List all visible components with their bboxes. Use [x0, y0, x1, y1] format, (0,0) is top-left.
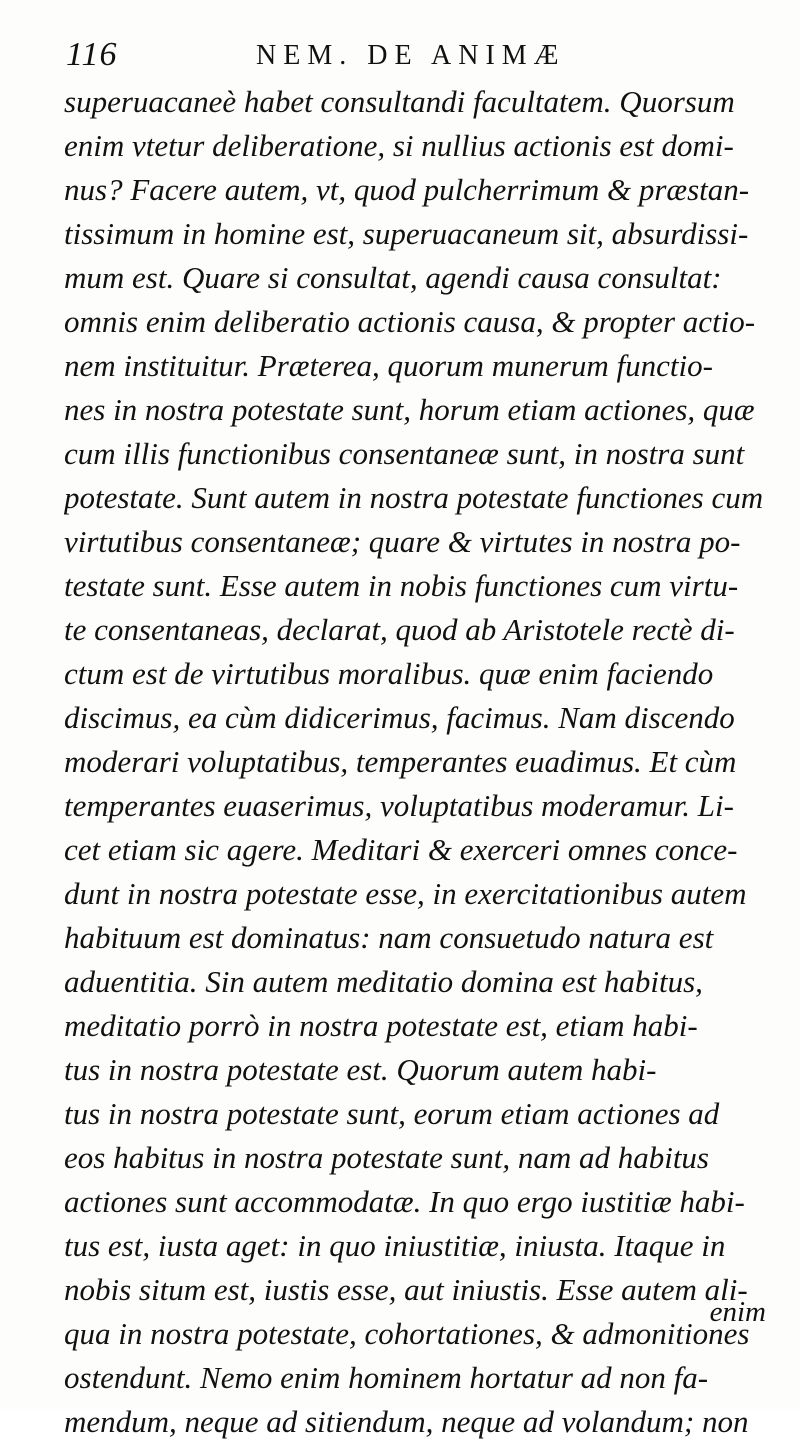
running-head — [66, 36, 766, 76]
text-line: virtutibus consentaneæ; quare & virtutes in nostra po- — [64, 524, 741, 559]
text-line: te consentaneas, declarat, quod ab Aristotele rectè di- — [64, 612, 735, 647]
page-number: 116 — [66, 36, 118, 73]
text-line: omnis enim deliberatio actionis causa, & propter actio- — [64, 304, 756, 339]
text-line: tissimum in homine est, superuacaneum sit, absurdissi- — [64, 216, 749, 251]
text-line: potestate. Sunt autem in nostra potestate functiones cum — [64, 480, 764, 515]
text-line: ostendunt. Nemo enim hominem hortatur ad non fa- — [64, 1360, 709, 1395]
text-line: habituum est dominatus: nam consuetudo natura est — [64, 920, 714, 955]
text-line: mendum, neque ad sitiendum, neque ad volandum; non — [64, 1404, 749, 1439]
text-line: actiones sunt accommodatæ. In quo ergo iustitiæ habi- — [64, 1184, 745, 1219]
text-line: nem instituitur. Præterea, quorum munerum functio- — [64, 348, 713, 383]
text-line: aduentitia. Sin autem meditatio domina est habitus, — [64, 964, 703, 999]
text-line: qua in nostra potestate, cohortationes, & admonitiones — [64, 1316, 750, 1351]
text-line: mum est. Quare si consultat, agendi causa consultat: — [64, 260, 722, 295]
text-line: enim vtetur deliberatione, si nullius actionis est domi- — [64, 128, 734, 163]
text-line: cet etiam sic agere. Meditari & exerceri omnes conce- — [64, 832, 738, 867]
text-line: superuacaneè habet consultandi facultatem. Quorsum — [64, 84, 735, 119]
text-line: cum illis functionibus consentaneæ sunt, in nostra sunt — [64, 436, 745, 471]
text-line: tus in nostra potestate est. Quorum autem habi- — [64, 1052, 657, 1087]
text-line: tus est, iusta aget: in quo iniustitiæ, iniusta. Itaque in — [64, 1228, 726, 1263]
text-line: ctum est de virtutibus moralibus. quæ enim faciendo — [64, 656, 714, 691]
body-text — [64, 80, 774, 1444]
text-line: moderari voluptatibus, temperantes euadimus. Et cùm — [64, 744, 737, 779]
text-line: nus? Facere autem, vt, quod pulcherrimum & præstan- — [64, 172, 750, 207]
catchword: enim — [709, 1296, 766, 1328]
text-line: testate sunt. Esse autem in nobis functiones cum virtu- — [64, 568, 739, 603]
running-head-title: NEM. DE ANIMÆ — [256, 40, 566, 71]
text-line: meditatio porrò in nostra potestate est, etiam habi- — [64, 1008, 698, 1043]
text-line: tus in nostra potestate sunt, eorum etiam actiones ad — [64, 1096, 720, 1131]
text-line: nes in nostra potestate sunt, horum etiam actiones, quæ — [64, 392, 755, 427]
text-line: eos habitus in nostra potestate sunt, nam ad habitus — [64, 1140, 709, 1175]
text-line: temperantes euaserimus, voluptatibus moderamur. Li- — [64, 788, 734, 823]
text-line: discimus, ea cùm didicerimus, facimus. Nam discendo — [64, 700, 735, 735]
text-line: dunt in nostra potestate esse, in exercitationibus autem — [64, 876, 747, 911]
text-line: nobis situm est, iustis esse, aut iniustis. Esse autem ali- — [64, 1272, 748, 1307]
